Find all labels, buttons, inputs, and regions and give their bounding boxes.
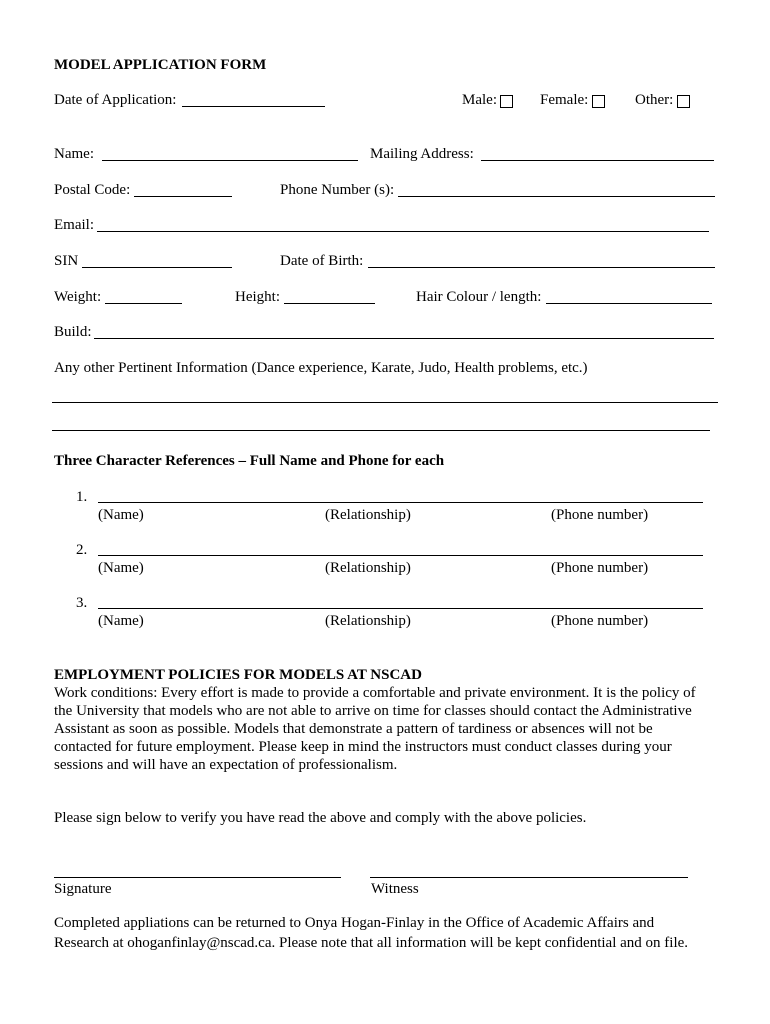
other-label: Other:	[635, 92, 674, 108]
date-of-application-label: Date of Application:	[54, 92, 177, 108]
policies-text-line: contacted for future employment. Please keep in mind the instructors must conduct classes during your	[54, 739, 672, 755]
phone-number-label: Phone Number (s):	[280, 182, 395, 198]
height-field[interactable]	[284, 303, 375, 304]
references-heading: Three Character References – Full Name and Phone for each	[54, 453, 445, 469]
pertinent-info-line-2[interactable]	[52, 430, 710, 431]
reference-number: 1.	[76, 489, 88, 505]
reference-name-caption: (Name)	[98, 560, 144, 576]
pertinent-info-line-1[interactable]	[52, 402, 718, 403]
height-label: Height:	[235, 289, 280, 305]
reference-relationship-caption: (Relationship)	[325, 613, 411, 629]
reference-name-caption: (Name)	[98, 613, 144, 629]
name-label: Name:	[54, 146, 94, 162]
policies-text-line: sessions and will have an expectation of professionalism.	[54, 757, 398, 773]
policies-text-line: Work conditions: Every effort is made to provide a comfortable and private environment. It is the policy of	[54, 685, 696, 701]
reference-relationship-caption: (Relationship)	[325, 507, 411, 523]
hair-field[interactable]	[546, 303, 712, 304]
weight-field[interactable]	[105, 303, 182, 304]
male-checkbox[interactable]	[500, 95, 513, 108]
policies-text-line: Assistant as soon as possible. Models that demonstrate a pattern of tardiness or absences will not be	[54, 721, 653, 737]
witness-label: Witness	[371, 881, 419, 897]
reference-phone-caption: (Phone number)	[551, 507, 649, 523]
build-label: Build:	[54, 324, 92, 340]
reference-1-line[interactable]	[98, 502, 703, 503]
reference-relationship-caption: (Relationship)	[325, 560, 411, 576]
sin-field[interactable]	[82, 267, 232, 268]
reference-phone-caption: (Phone number)	[551, 613, 649, 629]
email-field[interactable]	[97, 231, 709, 232]
reference-phone-caption: (Phone number)	[551, 560, 649, 576]
male-label: Male:	[462, 92, 497, 108]
mailing-address-label: Mailing Address:	[370, 146, 474, 162]
pertinent-info-label: Any other Pertinent Information (Dance experience, Karate, Judo, Health problems, etc.)	[54, 360, 588, 376]
weight-label: Weight:	[54, 289, 102, 305]
reference-3-line[interactable]	[98, 608, 703, 609]
witness-field[interactable]	[370, 877, 688, 878]
date-of-application-field[interactable]	[182, 106, 325, 107]
other-checkbox[interactable]	[677, 95, 690, 108]
hair-label: Hair Colour / length:	[416, 289, 542, 305]
postal-code-label: Postal Code:	[54, 182, 131, 198]
closing-text-line: Research at ohoganfinlay@nscad.ca. Please note that all information will be kept confidential and on file.	[54, 935, 689, 951]
phone-number-field[interactable]	[398, 196, 715, 197]
reference-number: 3.	[76, 595, 88, 611]
policies-heading: EMPLOYMENT POLICIES FOR MODELS AT NSCAD	[54, 667, 422, 683]
date-of-birth-label: Date of Birth:	[280, 253, 364, 269]
form-title: MODEL APPLICATION FORM	[54, 57, 267, 73]
signature-label: Signature	[54, 881, 112, 897]
sign-instruction: Please sign below to verify you have read the above and comply with the above policies.	[54, 810, 587, 826]
signature-field[interactable]	[54, 877, 341, 878]
name-field[interactable]	[102, 160, 358, 161]
postal-code-field[interactable]	[134, 196, 232, 197]
policies-text-line: the University that models who are not able to arrive on time for classes should contact the Administrative	[54, 703, 692, 719]
reference-2-line[interactable]	[98, 555, 703, 556]
female-checkbox[interactable]	[592, 95, 605, 108]
sin-label: SIN	[54, 253, 79, 269]
email-label: Email:	[54, 217, 94, 233]
date-of-birth-field[interactable]	[368, 267, 715, 268]
closing-text-line: Completed appliations can be returned to Onya Hogan-Finlay in the Office of Academic Affairs and	[54, 915, 655, 931]
reference-number: 2.	[76, 542, 88, 558]
female-label: Female:	[540, 92, 589, 108]
build-field[interactable]	[94, 338, 714, 339]
mailing-address-field[interactable]	[481, 160, 714, 161]
reference-name-caption: (Name)	[98, 507, 144, 523]
